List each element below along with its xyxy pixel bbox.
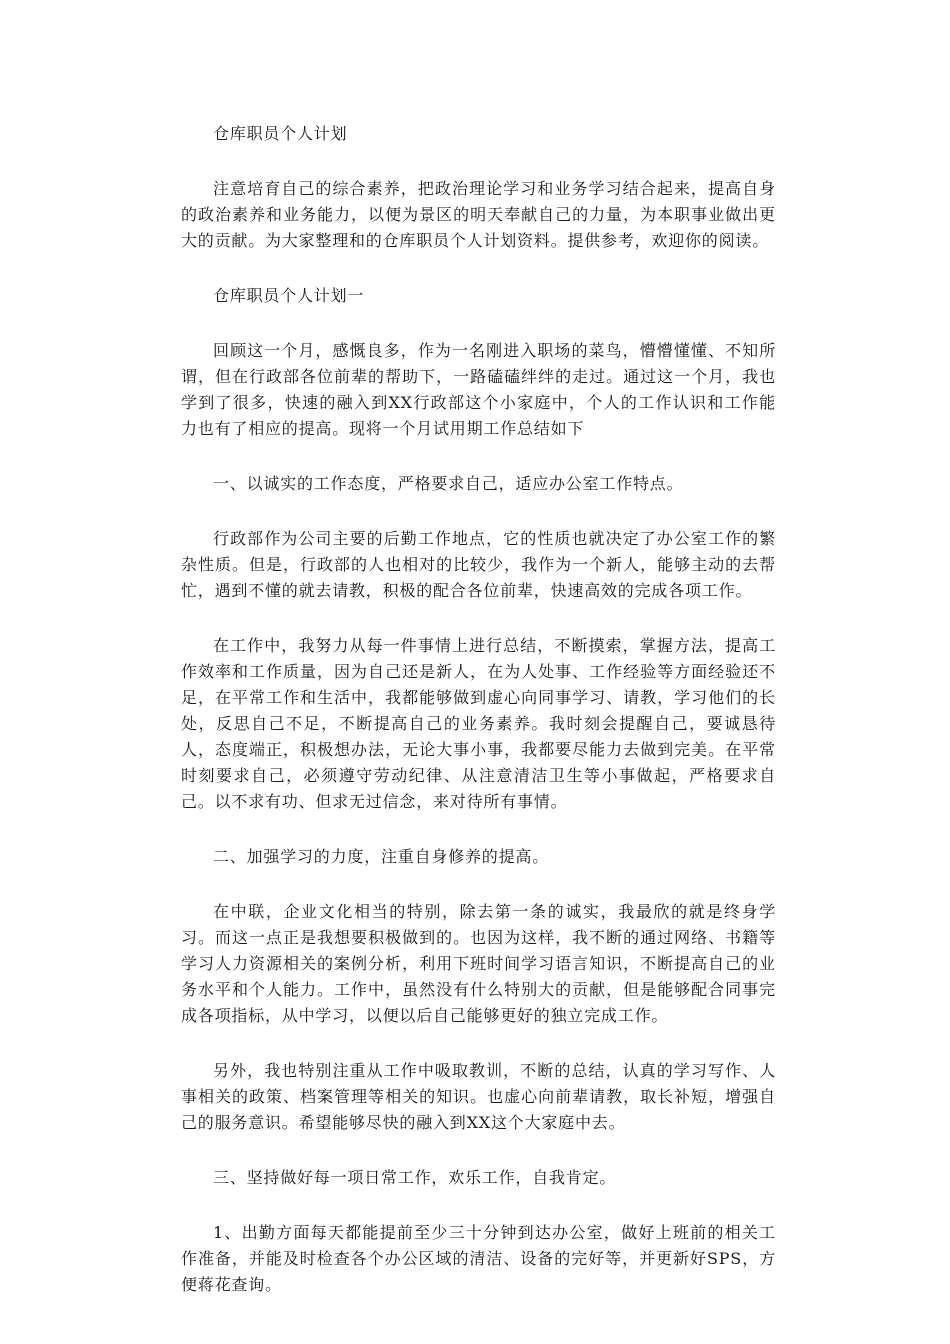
heading-three: 三、坚持做好每一项日常工作，欢乐工作，自我肯定。	[213, 1168, 617, 1187]
paragraph-review: 回顾这一个月，感慨良多，作为一名刚进入职场的菜鸟，懵懵懂懂、不知所谓，但在行政部各位前辈的帮助下，一路磕磕绊绊的走过。通过这一个月，我也学到了很多，快速的融入到XX行政部这个小家庭中，个人的工作认识和工作能力也有了相应的提高。现将一个月试用期工作总结如下	[181, 341, 776, 438]
heading-one: 一、以诚实的工作态度，严格要求自己，适应办公室工作特点。	[213, 474, 684, 493]
document-body	[181, 121, 776, 1327]
paragraph-attendance: 1、出勤方面每天都能提前至少三十分钟到达办公室，做好上班前的相关工作准备，并能及时检查各个办公区域的清洁、设备的完好等，并更新好SPS，方便蒋花查询。	[181, 1223, 776, 1294]
document-title: 仓库职员个人计划	[213, 124, 348, 143]
intro-paragraph: 注意培育自己的综合素养，把政治理论学习和业务学习结合起来，提高自身的政治素养和业务能力，以便为景区的明天奉献自己的力量，为本职事业做出更大的贡献。为大家整理和的仓库职员个人计划资料。提供参考，欢迎你的阅读。	[181, 179, 776, 250]
paragraph-lessons: 另外，我也特别注重从工作中吸取教训，不断的总结，认真的学习写作、人事相关的政策、档案管理等相关的知识。也虚心向前辈请教，取长补短，增强自己的服务意识。希望能够尽快的融入到XX这个大家庭中去。	[181, 1061, 776, 1132]
paragraph-work-summary: 在工作中，我努力从每一件事情上进行总结，不断摸索，掌握方法，提高工作效率和工作质量，因为自己还是新人，在为人处事、工作经验等方面经验还不足，在平常工作和生活中，我都能够做到虚心向同事学习、请教，学习他们的长处，反思自己不足，不断提高自己的业务素养。我时刻会提醒自己，要诚恳待人，态度端正，积极想办法，无论大事小事，我都要尽能力去做到完美。在平常时刻要求自己，必须遵守劳动纪律、从注意清洁卫生等小事做起，严格要求自己。以不求有功、但求无过信念，来对待所有事情。	[181, 636, 776, 811]
section-title: 仓库职员个人计划一	[213, 286, 365, 305]
paragraph-admin-dept: 行政部作为公司主要的后勤工作地点，它的性质也就决定了办公室工作的繁杂性质。但是，行政部的人也相对的比较少，我作为一个新人，能够主动的去帮忙，遇到不懂的就去请教，积极的配合各位前辈，快速高效的完成各项工作。	[181, 529, 776, 600]
heading-two: 二、加强学习的力度，注重自身修养的提高。	[213, 847, 550, 866]
paragraph-learning: 在中联，企业文化相当的特别，除去第一条的诚实，我最欣的就是终身学习。而这一点正是我想要积极做到的。也因为这样，我不断的通过网络、书籍等学习人力资源相关的案例分析，利用下班时间学习语言知识，不断提高自己的业务水平和个人能力。工作中，虽然没有什么特别大的贡献，但是能够配合同事完成各项指标，从中学习，以便以后自己能够更好的独立完成工作。	[181, 902, 776, 1025]
